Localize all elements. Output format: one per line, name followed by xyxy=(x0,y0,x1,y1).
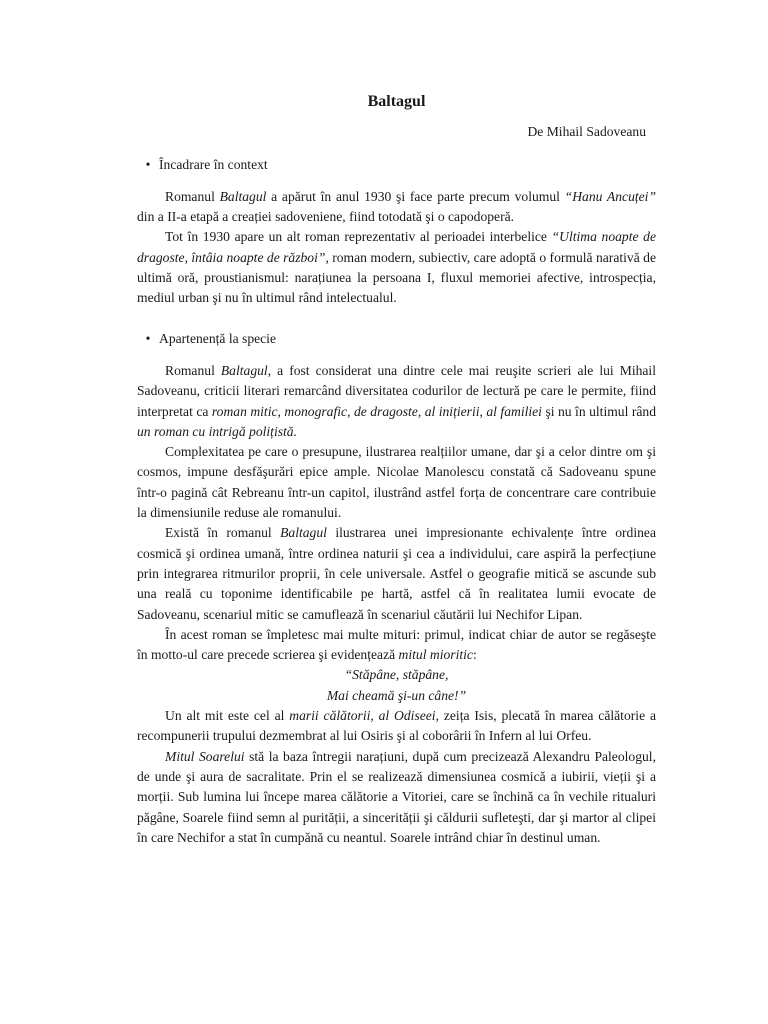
paragraph: Complexitatea pe care o presupune, ilustrarea realțiilor umane, dar şi a celor dintre om şi cosmos, impune desfăşurări epice ample. Nicolae Manolescu constată că Sadoveanu spune într-o pagină cât Rebreanu într-un capitol, ilustrând astfel forța de concentrare care contribuie la dimensiunile reduse ale romanului. xyxy=(137,444,656,521)
document-title: Baltagul xyxy=(367,93,426,110)
bullet-icon: • xyxy=(145,156,151,172)
section-heading-species xyxy=(137,329,656,349)
paragraph: În acest roman se împletesc mai multe mituri: primul, indicat chiar de autor se regăseşte în motto-ul care precede scrierea şi evidențează mitul mioritic: xyxy=(137,626,656,663)
paragraph: Romanul Baltagul a apărut în anul 1930 şi face parte precum volumul “Hanu Ancuței” din a II-a etapă a creației sadoveniene, fiind totodată şi o capodoperă. xyxy=(137,188,657,225)
bullet-icon: • xyxy=(145,330,151,346)
motto-line: “Stăpâne, stăpâne, xyxy=(344,667,449,683)
section-heading-context xyxy=(137,155,656,175)
paragraph: Tot în 1930 apare un alt roman reprezentativ al perioadei interbelice “Ultima noapte de dragoste, întâia noapte de război”, roman modern, subiectiv, care adoptă o formulă narativă de ultimă oră, proustianismul: narațiunea la persoana I, fluxul memoriei afective, introspecția, mediul urban şi nu în ultimul rând intelectualul. xyxy=(137,229,656,306)
paragraph: Romanul Baltagul, a fost considerat una dintre cele mai reuşite scrieri ale lui Mihail Sadoveanu, criticii literari remarcând diversitatea codurilor de lectură pe care le permite, fiind interpretat ca roman mitic, monografic, de dragoste, al inițierii, al familiei şi nu în ultimul rând un roman cu intrigă polițistă. xyxy=(137,362,656,439)
document-author: De Mihail Sadoveanu xyxy=(527,124,646,140)
paragraph: Un alt mit este cel al marii călătorii, al Odiseei, zeița Isis, plecată în marea călătorie a recompunerii trupului dezmembrat al lui Osiris şi al coborârii în Infern al lui Orfeu. xyxy=(137,708,656,744)
document-body xyxy=(137,92,656,848)
section-heading-label: Încadrare în context xyxy=(159,156,268,172)
paragraph: Mitul Soarelui stă la baza întregii narațiuni, după cum precizează Alexandru Paleologul, de unde şi aura de sacralitate. Prin el se realizează dimensiunea cosmică a iubirii, vieții şi a morții. Sub lumina lui începe marea călătorie a Vitoriei, care se închină ca în vechile ritualuri păgâne, Soarele fiind semn al purității, a sincerității şi căldurii sufleteşti, dar şi martor al clipei în care Nechifor a stat în cumpănă cu neantul. Soarele intrând chiar în destinul uman. xyxy=(137,748,656,845)
paragraph: Există în romanul Baltagul ilustrarea unei impresionante echivalențe între ordinea cosmică şi ordinea umană, între ordinea naturii şi cea a individului, care aspiră la perfecțiune prin integrarea ritmurilor proprii, în cele universale. Astfel o geografie mitică se ascunde sub una reală cu toponime identificabile pe hartă, astfel că în realitatea lumii evocate de Sadoveanu, scenariul mitic se camuflează în scenariul căutării lui Nechifor Lipan. xyxy=(137,525,656,622)
section-heading-label: Apartenență la specie xyxy=(159,330,276,346)
motto-line: Mai cheamă şi-un câne!” xyxy=(326,687,467,703)
